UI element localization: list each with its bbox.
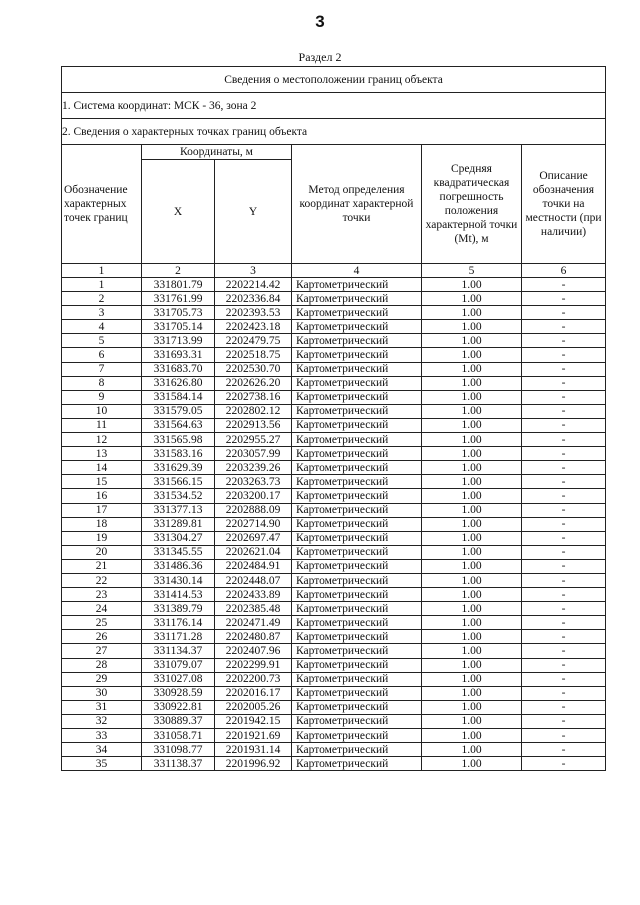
table-row bbox=[62, 433, 606, 447]
table-row bbox=[62, 517, 606, 531]
table-row bbox=[62, 362, 606, 376]
coord-x: 331098.77 bbox=[142, 743, 215, 757]
header-method: Метод определения координат характерной точки bbox=[292, 145, 422, 264]
description: - bbox=[522, 630, 606, 644]
table-row bbox=[62, 447, 606, 461]
accuracy: 1.00 bbox=[422, 292, 522, 306]
accuracy: 1.00 bbox=[422, 686, 522, 700]
point-number: 35 bbox=[62, 757, 142, 771]
coord-x: 331705.73 bbox=[142, 306, 215, 320]
table-row bbox=[62, 700, 606, 714]
point-number: 24 bbox=[62, 602, 142, 616]
table-row bbox=[62, 559, 606, 573]
point-number: 15 bbox=[62, 475, 142, 489]
description: - bbox=[522, 714, 606, 728]
table-row bbox=[62, 418, 606, 432]
coord-y: 2202423.18 bbox=[215, 320, 292, 334]
coord-y: 2202888.09 bbox=[215, 503, 292, 517]
method: Картометрический bbox=[292, 503, 422, 517]
method: Картометрический bbox=[292, 545, 422, 559]
point-number: 2 bbox=[62, 292, 142, 306]
description: - bbox=[522, 503, 606, 517]
point-number: 25 bbox=[62, 616, 142, 630]
description: - bbox=[522, 602, 606, 616]
description: - bbox=[522, 672, 606, 686]
table-row bbox=[62, 602, 606, 616]
description: - bbox=[522, 729, 606, 743]
coord-x: 331565.98 bbox=[142, 433, 215, 447]
section-label: Раздел 2 bbox=[298, 50, 342, 64]
method: Картометрический bbox=[292, 743, 422, 757]
point-number: 16 bbox=[62, 489, 142, 503]
description: - bbox=[522, 376, 606, 390]
description: - bbox=[522, 644, 606, 658]
method: Картометрический bbox=[292, 404, 422, 418]
accuracy: 1.00 bbox=[422, 658, 522, 672]
table-row bbox=[62, 672, 606, 686]
header-description: Описание обозначения точки на местности (при наличии) bbox=[522, 145, 606, 264]
accuracy: 1.00 bbox=[422, 559, 522, 573]
table-row bbox=[62, 531, 606, 545]
table-row bbox=[62, 376, 606, 390]
method: Картометрический bbox=[292, 644, 422, 658]
accuracy: 1.00 bbox=[422, 531, 522, 545]
column-number: 4 bbox=[292, 264, 422, 278]
coord-y: 2202214.42 bbox=[215, 278, 292, 292]
column-number: 2 bbox=[142, 264, 215, 278]
point-number: 29 bbox=[62, 672, 142, 686]
table-row bbox=[62, 729, 606, 743]
description: - bbox=[522, 418, 606, 432]
accuracy: 1.00 bbox=[422, 743, 522, 757]
description: - bbox=[522, 433, 606, 447]
method: Картометрический bbox=[292, 461, 422, 475]
coord-x: 331583.16 bbox=[142, 447, 215, 461]
table-row bbox=[62, 588, 606, 602]
method: Картометрический bbox=[292, 418, 422, 432]
boundary-points-table bbox=[61, 66, 606, 771]
accuracy: 1.00 bbox=[422, 503, 522, 517]
description: - bbox=[522, 334, 606, 348]
point-number: 3 bbox=[62, 306, 142, 320]
coord-x: 331134.37 bbox=[142, 644, 215, 658]
point-number: 13 bbox=[62, 447, 142, 461]
column-number: 5 bbox=[422, 264, 522, 278]
point-number: 1 bbox=[62, 278, 142, 292]
table-row bbox=[62, 489, 606, 503]
coord-y: 2202518.75 bbox=[215, 348, 292, 362]
coord-y: 2201942.15 bbox=[215, 714, 292, 728]
coord-x: 331138.37 bbox=[142, 757, 215, 771]
table-row bbox=[62, 348, 606, 362]
description: - bbox=[522, 658, 606, 672]
method: Картометрический bbox=[292, 573, 422, 587]
coord-x: 331534.52 bbox=[142, 489, 215, 503]
method: Картометрический bbox=[292, 714, 422, 728]
description: - bbox=[522, 475, 606, 489]
description: - bbox=[522, 743, 606, 757]
point-number: 19 bbox=[62, 531, 142, 545]
coord-x: 331414.53 bbox=[142, 588, 215, 602]
accuracy: 1.00 bbox=[422, 644, 522, 658]
point-number: 33 bbox=[62, 729, 142, 743]
method: Картометрический bbox=[292, 757, 422, 771]
coord-x: 331079.07 bbox=[142, 658, 215, 672]
method: Картометрический bbox=[292, 390, 422, 404]
point-number: 6 bbox=[62, 348, 142, 362]
coord-y: 2202448.07 bbox=[215, 573, 292, 587]
coord-x: 331345.55 bbox=[142, 545, 215, 559]
description: - bbox=[522, 278, 606, 292]
coord-y: 2201921.69 bbox=[215, 729, 292, 743]
method: Картометрический bbox=[292, 686, 422, 700]
point-number: 5 bbox=[62, 334, 142, 348]
table-row bbox=[62, 320, 606, 334]
header-designation: Обозначение характерных точек границ bbox=[62, 145, 142, 264]
accuracy: 1.00 bbox=[422, 616, 522, 630]
coord-y: 2202697.47 bbox=[215, 531, 292, 545]
accuracy: 1.00 bbox=[422, 362, 522, 376]
method: Картометрический bbox=[292, 729, 422, 743]
coord-x: 331693.31 bbox=[142, 348, 215, 362]
accuracy: 1.00 bbox=[422, 404, 522, 418]
coord-x: 331579.05 bbox=[142, 404, 215, 418]
accuracy: 1.00 bbox=[422, 545, 522, 559]
coord-x: 331486.36 bbox=[142, 559, 215, 573]
accuracy: 1.00 bbox=[422, 700, 522, 714]
coord-y: 2202005.26 bbox=[215, 700, 292, 714]
coord-x: 331629.39 bbox=[142, 461, 215, 475]
accuracy: 1.00 bbox=[422, 573, 522, 587]
coord-y: 2203057.99 bbox=[215, 447, 292, 461]
accuracy: 1.00 bbox=[422, 757, 522, 771]
point-number: 30 bbox=[62, 686, 142, 700]
point-number: 7 bbox=[62, 362, 142, 376]
table-row bbox=[62, 757, 606, 771]
method: Картометрический bbox=[292, 559, 422, 573]
coord-x: 331377.13 bbox=[142, 503, 215, 517]
point-number: 27 bbox=[62, 644, 142, 658]
column-number: 1 bbox=[62, 264, 142, 278]
coord-x: 331713.99 bbox=[142, 334, 215, 348]
coord-y: 2202393.53 bbox=[215, 306, 292, 320]
table-row bbox=[62, 292, 606, 306]
coord-y: 2202955.27 bbox=[215, 433, 292, 447]
coord-x: 331584.14 bbox=[142, 390, 215, 404]
column-number: 3 bbox=[215, 264, 292, 278]
coord-x: 331058.71 bbox=[142, 729, 215, 743]
point-number: 8 bbox=[62, 376, 142, 390]
description: - bbox=[522, 489, 606, 503]
point-number: 22 bbox=[62, 573, 142, 587]
description: - bbox=[522, 616, 606, 630]
method: Картометрический bbox=[292, 334, 422, 348]
point-number: 32 bbox=[62, 714, 142, 728]
point-number: 11 bbox=[62, 418, 142, 432]
coord-y: 2202200.73 bbox=[215, 672, 292, 686]
column-number: 6 bbox=[522, 264, 606, 278]
points-heading: 2. Сведения о характерных точках границ объекта bbox=[62, 119, 606, 145]
table-row bbox=[62, 306, 606, 320]
coord-y: 2202016.17 bbox=[215, 686, 292, 700]
table-row bbox=[62, 475, 606, 489]
table-row bbox=[62, 630, 606, 644]
coord-y: 2202802.12 bbox=[215, 404, 292, 418]
method: Картометрический bbox=[292, 278, 422, 292]
accuracy: 1.00 bbox=[422, 320, 522, 334]
table-row bbox=[62, 334, 606, 348]
coord-x: 331801.79 bbox=[142, 278, 215, 292]
accuracy: 1.00 bbox=[422, 672, 522, 686]
accuracy: 1.00 bbox=[422, 729, 522, 743]
table-title: Сведения о местоположении границ объекта bbox=[62, 67, 606, 93]
point-number: 10 bbox=[62, 404, 142, 418]
method: Картометрический bbox=[292, 616, 422, 630]
description: - bbox=[522, 757, 606, 771]
point-number: 12 bbox=[62, 433, 142, 447]
accuracy: 1.00 bbox=[422, 334, 522, 348]
method: Картометрический bbox=[292, 376, 422, 390]
coord-y: 2202621.04 bbox=[215, 545, 292, 559]
accuracy: 1.00 bbox=[422, 489, 522, 503]
point-number: 31 bbox=[62, 700, 142, 714]
coord-y: 2203263.73 bbox=[215, 475, 292, 489]
description: - bbox=[522, 517, 606, 531]
accuracy: 1.00 bbox=[422, 447, 522, 461]
coord-y: 2202484.91 bbox=[215, 559, 292, 573]
description: - bbox=[522, 404, 606, 418]
coord-y: 2202626.20 bbox=[215, 376, 292, 390]
point-number: 20 bbox=[62, 545, 142, 559]
coordinate-system: 1. Система координат: МСК - 36, зона 2 bbox=[62, 93, 606, 119]
description: - bbox=[522, 700, 606, 714]
coord-x: 331626.80 bbox=[142, 376, 215, 390]
description: - bbox=[522, 559, 606, 573]
point-number: 34 bbox=[62, 743, 142, 757]
accuracy: 1.00 bbox=[422, 517, 522, 531]
description: - bbox=[522, 588, 606, 602]
description: - bbox=[522, 320, 606, 334]
table-row bbox=[62, 545, 606, 559]
description: - bbox=[522, 447, 606, 461]
point-number: 26 bbox=[62, 630, 142, 644]
method: Картометрический bbox=[292, 630, 422, 644]
description: - bbox=[522, 531, 606, 545]
accuracy: 1.00 bbox=[422, 475, 522, 489]
coord-x: 331761.99 bbox=[142, 292, 215, 306]
coord-y: 2202479.75 bbox=[215, 334, 292, 348]
accuracy: 1.00 bbox=[422, 306, 522, 320]
coord-y: 2202336.84 bbox=[215, 292, 292, 306]
table-row bbox=[62, 686, 606, 700]
table-row bbox=[62, 461, 606, 475]
coord-x: 331304.27 bbox=[142, 531, 215, 545]
description: - bbox=[522, 390, 606, 404]
method: Картометрический bbox=[292, 292, 422, 306]
point-number: 28 bbox=[62, 658, 142, 672]
accuracy: 1.00 bbox=[422, 714, 522, 728]
method: Картометрический bbox=[292, 475, 422, 489]
coord-x: 331683.70 bbox=[142, 362, 215, 376]
table-row bbox=[62, 503, 606, 517]
method: Картометрический bbox=[292, 433, 422, 447]
table-row bbox=[62, 616, 606, 630]
accuracy: 1.00 bbox=[422, 390, 522, 404]
method: Картометрический bbox=[292, 320, 422, 334]
description: - bbox=[522, 292, 606, 306]
accuracy: 1.00 bbox=[422, 433, 522, 447]
coord-x: 331564.63 bbox=[142, 418, 215, 432]
coord-y: 2202385.48 bbox=[215, 602, 292, 616]
point-number: 4 bbox=[62, 320, 142, 334]
accuracy: 1.00 bbox=[422, 278, 522, 292]
description: - bbox=[522, 573, 606, 587]
table-row bbox=[62, 714, 606, 728]
coord-x: 331027.08 bbox=[142, 672, 215, 686]
point-number: 18 bbox=[62, 517, 142, 531]
coord-y: 2202738.16 bbox=[215, 390, 292, 404]
coord-x: 331176.14 bbox=[142, 616, 215, 630]
accuracy: 1.00 bbox=[422, 348, 522, 362]
method: Картометрический bbox=[292, 672, 422, 686]
column-numbers-row bbox=[62, 264, 606, 278]
coord-x: 330889.37 bbox=[142, 714, 215, 728]
header-x: X bbox=[142, 160, 215, 264]
coord-y: 2202480.87 bbox=[215, 630, 292, 644]
table-row bbox=[62, 278, 606, 292]
coord-x: 330928.59 bbox=[142, 686, 215, 700]
coord-y: 2202407.96 bbox=[215, 644, 292, 658]
coord-y: 2201996.92 bbox=[215, 757, 292, 771]
method: Картометрический bbox=[292, 348, 422, 362]
point-number: 9 bbox=[62, 390, 142, 404]
description: - bbox=[522, 362, 606, 376]
coord-y: 2202433.89 bbox=[215, 588, 292, 602]
method: Картометрический bbox=[292, 700, 422, 714]
coord-x: 330922.81 bbox=[142, 700, 215, 714]
method: Картометрический bbox=[292, 531, 422, 545]
table-row bbox=[62, 404, 606, 418]
accuracy: 1.00 bbox=[422, 588, 522, 602]
method: Картометрический bbox=[292, 517, 422, 531]
page-number: 3 bbox=[315, 12, 325, 31]
description: - bbox=[522, 461, 606, 475]
header-accuracy: Средняя квадратическая погрешность положения характерной точки (Mt), м bbox=[422, 145, 522, 264]
method: Картометрический bbox=[292, 588, 422, 602]
coord-y: 2202530.70 bbox=[215, 362, 292, 376]
table-row bbox=[62, 573, 606, 587]
method: Картометрический bbox=[292, 447, 422, 461]
coord-y: 2203239.26 bbox=[215, 461, 292, 475]
coord-y: 2201931.14 bbox=[215, 743, 292, 757]
coord-x: 331430.14 bbox=[142, 573, 215, 587]
method: Картометрический bbox=[292, 489, 422, 503]
coord-y: 2202714.90 bbox=[215, 517, 292, 531]
method: Картометрический bbox=[292, 602, 422, 616]
accuracy: 1.00 bbox=[422, 602, 522, 616]
header-y: Y bbox=[215, 160, 292, 264]
description: - bbox=[522, 686, 606, 700]
description: - bbox=[522, 306, 606, 320]
point-number: 17 bbox=[62, 503, 142, 517]
description: - bbox=[522, 348, 606, 362]
header-coordinates: Координаты, м bbox=[142, 145, 292, 160]
point-number: 21 bbox=[62, 559, 142, 573]
coord-x: 331566.15 bbox=[142, 475, 215, 489]
point-number: 14 bbox=[62, 461, 142, 475]
coord-y: 2202299.91 bbox=[215, 658, 292, 672]
table-row bbox=[62, 644, 606, 658]
method: Картометрический bbox=[292, 658, 422, 672]
coord-x: 331705.14 bbox=[142, 320, 215, 334]
coord-y: 2203200.17 bbox=[215, 489, 292, 503]
coord-x: 331171.28 bbox=[142, 630, 215, 644]
method: Картометрический bbox=[292, 362, 422, 376]
point-number: 23 bbox=[62, 588, 142, 602]
coord-y: 2202913.56 bbox=[215, 418, 292, 432]
description: - bbox=[522, 545, 606, 559]
accuracy: 1.00 bbox=[422, 376, 522, 390]
coord-y: 2202471.49 bbox=[215, 616, 292, 630]
accuracy: 1.00 bbox=[422, 418, 522, 432]
coord-x: 331289.81 bbox=[142, 517, 215, 531]
method: Картометрический bbox=[292, 306, 422, 320]
table-row bbox=[62, 658, 606, 672]
accuracy: 1.00 bbox=[422, 461, 522, 475]
table-row bbox=[62, 743, 606, 757]
table-row bbox=[62, 390, 606, 404]
coord-x: 331389.79 bbox=[142, 602, 215, 616]
accuracy: 1.00 bbox=[422, 630, 522, 644]
